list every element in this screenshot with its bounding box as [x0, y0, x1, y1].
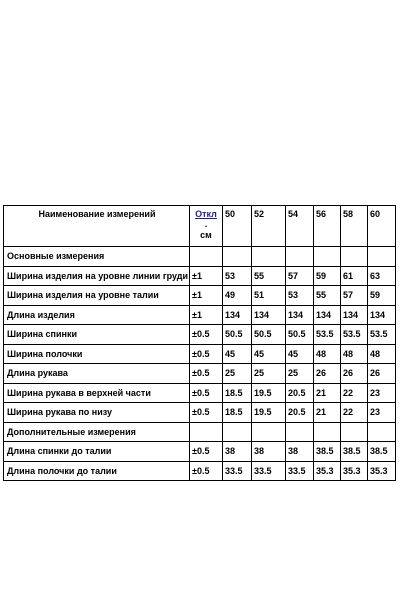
- section-value-cell: [223, 422, 252, 442]
- header-size-label: 60: [370, 209, 381, 219]
- section-value-cell: [223, 247, 252, 267]
- size-value: 134: [341, 305, 368, 325]
- size-value: 26: [368, 364, 396, 384]
- size-value: 53.5: [314, 325, 341, 345]
- header-size-label: 58: [343, 209, 354, 219]
- measurement-name: Ширина спинки: [4, 325, 190, 345]
- size-value: 45: [252, 344, 286, 364]
- measurement-name: Длина спинки до талии: [4, 442, 190, 462]
- size-value: 53.5: [368, 325, 396, 345]
- table-row: [4, 403, 396, 423]
- size-value: 19.5: [252, 403, 286, 423]
- size-value: 50.5: [223, 325, 252, 345]
- table-row: [4, 266, 396, 286]
- size-value: 38: [252, 442, 286, 462]
- section-value-cell: [314, 422, 341, 442]
- size-value: 20.5: [286, 383, 314, 403]
- size-value: 38: [223, 442, 252, 462]
- size-value: 63: [368, 266, 396, 286]
- table-row: [4, 286, 396, 306]
- table-body: [4, 206, 396, 481]
- size-value: 61: [341, 266, 368, 286]
- table-row: [4, 325, 396, 345]
- measurement-name: Ширина полочки: [4, 344, 190, 364]
- header-tolerance-label: Откл: [195, 209, 217, 219]
- header-size-label: 54: [288, 209, 299, 219]
- size-value: 18.5: [223, 383, 252, 403]
- header-tolerance-unit: см: [200, 229, 212, 240]
- measurement-name: Ширина рукава в верхней части: [4, 383, 190, 403]
- header-name-cell: [4, 206, 190, 247]
- size-value: 21: [314, 383, 341, 403]
- size-value: 33.5: [286, 461, 314, 481]
- size-value: 45: [286, 344, 314, 364]
- size-value: 26: [314, 364, 341, 384]
- header-size-cell: [341, 206, 368, 247]
- table-row: [4, 305, 396, 325]
- section-value-cell: [368, 422, 396, 442]
- header-size-cell: [223, 206, 252, 247]
- tolerance-value: ±0.5: [190, 344, 223, 364]
- size-value: 134: [252, 305, 286, 325]
- header-tolerance-cell: [190, 206, 223, 247]
- size-value: 51: [252, 286, 286, 306]
- section-value-cell: [314, 247, 341, 267]
- size-value: 53.5: [341, 325, 368, 345]
- size-value: 25: [286, 364, 314, 384]
- size-value: 53: [286, 286, 314, 306]
- tolerance-value: ±0.5: [190, 364, 223, 384]
- section-value-cell: [368, 247, 396, 267]
- header-name-label: Наименование измерений: [38, 209, 156, 219]
- size-value: 26: [341, 364, 368, 384]
- header-size-cell: [252, 206, 286, 247]
- size-value: 50.5: [286, 325, 314, 345]
- size-value: 33.5: [252, 461, 286, 481]
- section-value-cell: [341, 422, 368, 442]
- measurement-name: Длина рукава: [4, 364, 190, 384]
- size-value: 57: [286, 266, 314, 286]
- size-value: 134: [223, 305, 252, 325]
- table-row: [4, 461, 396, 481]
- size-value: 49: [223, 286, 252, 306]
- size-value: 48: [314, 344, 341, 364]
- tolerance-value: ±1: [190, 305, 223, 325]
- size-value: 18.5: [223, 403, 252, 423]
- size-value: 134: [286, 305, 314, 325]
- size-value: 134: [368, 305, 396, 325]
- section-value-cell: [252, 422, 286, 442]
- size-value: 38: [286, 442, 314, 462]
- section-header-row: [4, 422, 396, 442]
- size-value: 25: [223, 364, 252, 384]
- header-size-cell: [314, 206, 341, 247]
- tolerance-value: ±0.5: [190, 461, 223, 481]
- section-value-cell: [286, 422, 314, 442]
- size-chart-table: [3, 205, 396, 481]
- size-value: 59: [314, 266, 341, 286]
- header-size-label: 56: [316, 209, 327, 219]
- size-value: 55: [252, 266, 286, 286]
- tolerance-value: ±0.5: [190, 442, 223, 462]
- size-value: 22: [341, 403, 368, 423]
- section-header-row: [4, 247, 396, 267]
- size-value: 134: [314, 305, 341, 325]
- size-value: 38.5: [314, 442, 341, 462]
- tolerance-value: ±0.5: [190, 383, 223, 403]
- size-value: 25: [252, 364, 286, 384]
- tolerance-value: ±1: [190, 286, 223, 306]
- header-size-cell: [368, 206, 396, 247]
- size-value: 19.5: [252, 383, 286, 403]
- size-value: 21: [314, 403, 341, 423]
- measurement-name: Ширина изделия на уровне линии груди: [4, 266, 190, 286]
- size-value: 50.5: [252, 325, 286, 345]
- section-value-cell: [286, 247, 314, 267]
- size-value: 38.5: [341, 442, 368, 462]
- measurement-name: Ширина изделия на уровне талии: [4, 286, 190, 306]
- measurement-name: Длина изделия: [4, 305, 190, 325]
- header-size-label: 50: [225, 209, 236, 219]
- size-value: 22: [341, 383, 368, 403]
- size-value: 20.5: [286, 403, 314, 423]
- measurement-name: Ширина рукава по низу: [4, 403, 190, 423]
- size-value: 23: [368, 403, 396, 423]
- section-value-cell: [252, 247, 286, 267]
- section-tolerance-cell: [190, 422, 223, 442]
- table-row: [4, 442, 396, 462]
- tolerance-value: ±0.5: [190, 403, 223, 423]
- header-row: [4, 206, 396, 247]
- size-value: 38.5: [368, 442, 396, 462]
- section-title: Основные измерения: [4, 247, 190, 267]
- size-value: 57: [341, 286, 368, 306]
- size-value: 23: [368, 383, 396, 403]
- size-value: 53: [223, 266, 252, 286]
- size-value: 35.3: [368, 461, 396, 481]
- table-row: [4, 344, 396, 364]
- table-row: [4, 364, 396, 384]
- size-value: 59: [368, 286, 396, 306]
- section-title: Дополнительные измерения: [4, 422, 190, 442]
- size-value: 35.3: [314, 461, 341, 481]
- size-value: 48: [341, 344, 368, 364]
- size-value: 55: [314, 286, 341, 306]
- header-size-cell: [286, 206, 314, 247]
- tolerance-value: ±0.5: [190, 325, 223, 345]
- size-value: 45: [223, 344, 252, 364]
- tolerance-value: ±1: [190, 266, 223, 286]
- size-value: 33.5: [223, 461, 252, 481]
- size-value: 35.3: [341, 461, 368, 481]
- section-tolerance-cell: [190, 247, 223, 267]
- measurement-name: Длина полочки до талии: [4, 461, 190, 481]
- size-value: 48: [368, 344, 396, 364]
- table-row: [4, 383, 396, 403]
- header-size-label: 52: [254, 209, 265, 219]
- section-value-cell: [341, 247, 368, 267]
- header-tolerance-dot: .: [204, 219, 208, 230]
